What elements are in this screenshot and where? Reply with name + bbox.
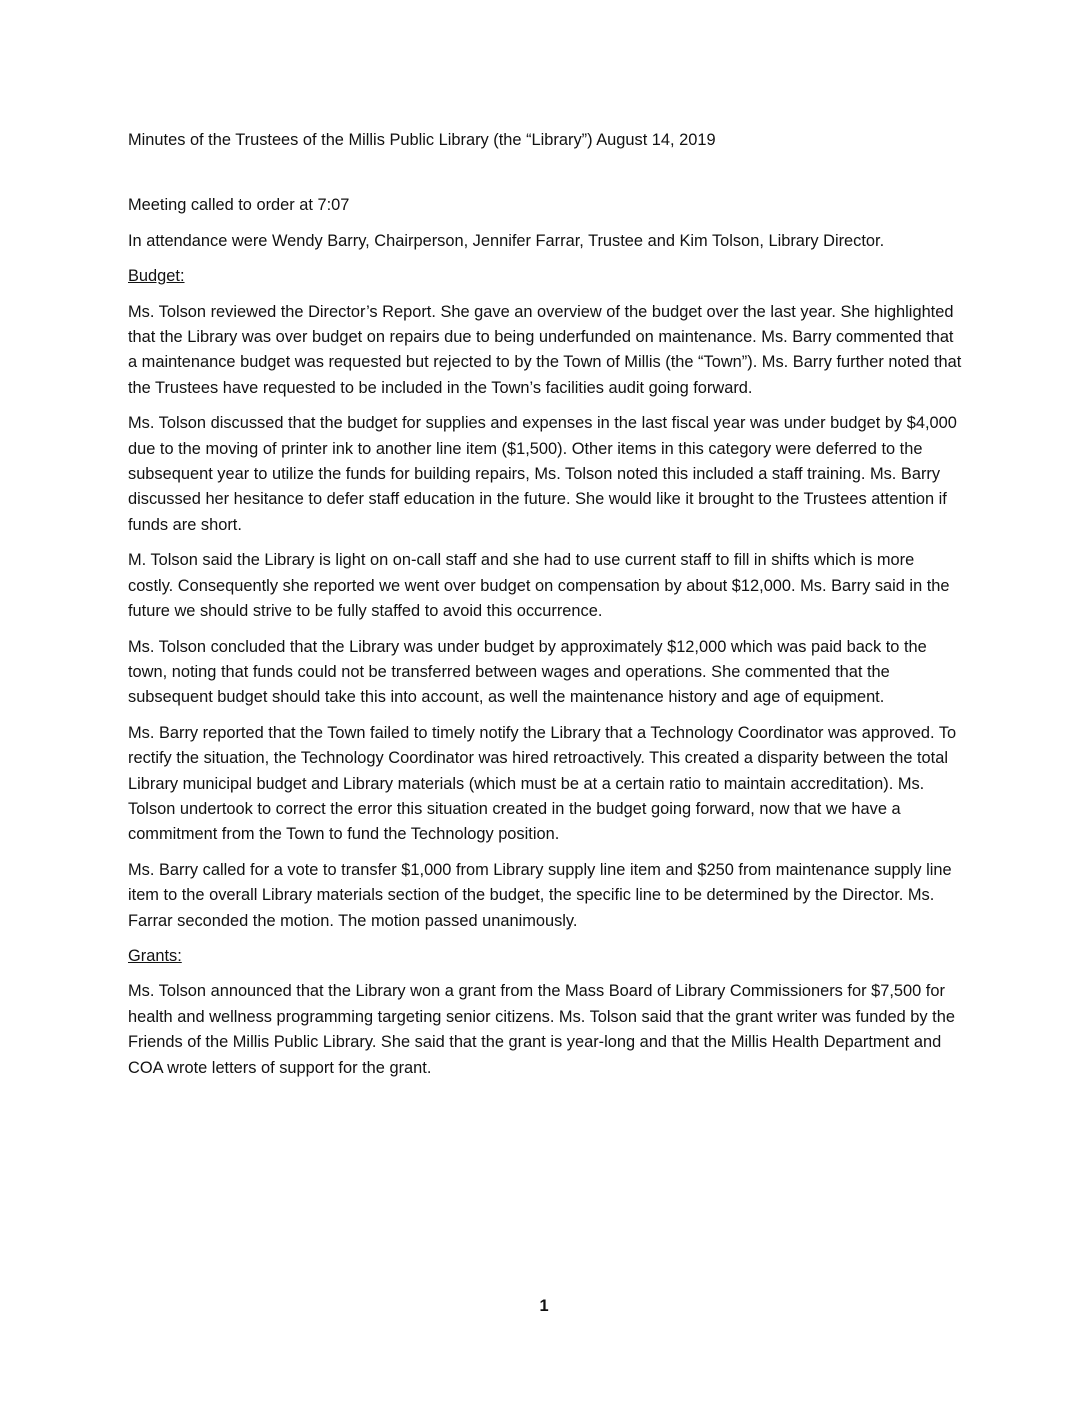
page-number: 1 [539,1297,549,1315]
grants-paragraph: Ms. Tolson announced that the Library won a grant from the Mass Board of Library Commissioners for $7,500 for health and wellness programming targeting senior citizens. Ms. Tolson said that the grant writer was funded by the Friends of the Millis Public Library. She said that the grant is year-long and that the Millis Health Department and COA wrote letters of support for the grant. [128,982,955,1077]
call-to-order-paragraph: Meeting called to order at 7:07 [128,196,350,215]
budget-paragraph: Ms. Tolson concluded that the Library was under budget by approximately $12,000 which was paid back to the town, noting that funds could not be transferred between wages and operations. She commented that the subsequent budget should take this into account, as well the maintenance history and age of equipment. [128,637,927,707]
budget-paragraph: Ms. Barry reported that the Town failed to timely notify the Library that a Technology Coordinator was approved. To rectify the situation, the Technology Coordinator was hired retroactively. This created a disparity between the total Library municipal budget and Library materials (which must be at a certain ratio to maintain accreditation). Ms. Tolson undertook to correct the error this situation created in the budget going forward, now that we have a commitment from the Town to fund the Technology position. [128,723,957,844]
budget-paragraph: Ms. Tolson discussed that the budget for supplies and expenses in the last fiscal year was under budget by $4,000 due to the moving of printer ink to another line item ($1,500). Other items in this category were deferred to the subsequent year to utilize the funds for building repairs, Ms. Tolson noted this included a staff training. Ms. Barry discussed her hesitance to defer staff education in the future. She would like it brought to the Trustees attention if funds are short. [128,414,957,534]
grants-heading: Grants: [128,946,182,965]
attendance-paragraph: In attendance were Wendy Barry, Chairperson, Jennifer Farrar, Trustee and Kim Tolson, Library Director. [128,231,885,250]
document-title: Minutes of the Trustees of the Millis Public Library (the “Library”) August 14, 2019 [128,131,716,149]
document-body [128,128,964,1091]
budget-paragraph: Ms. Tolson reviewed the Director’s Report. She gave an overview of the budget over the last year. She highlighted that the Library was over budget on repairs due to being underfunded on maintenance. Ms. Barry commented that a maintenance budget was requested but rejected to by the Town of Millis (the “Town”). Ms. Barry further noted that the Trustees have requested to be included in the Town’s facilities audit going forward. [128,302,962,397]
budget-heading: Budget: [128,267,185,286]
budget-paragraph: Ms. Barry called for a vote to transfer $1,000 from Library supply line item and $250 from maintenance supply line item to the overall Library materials section of the budget, the specific line to be determined by the Director. Ms. Farrar seconded the motion. The motion passed unanimously. [128,860,952,930]
budget-paragraph: M. Tolson said the Library is light on on-call staff and she had to use current staff to fill in shifts which is more costly. Consequently she reported we went over budget on compensation by about $12,000. Ms. Barry said in the future we should strive to be fully staffed to avoid this occurrence. [128,551,950,621]
